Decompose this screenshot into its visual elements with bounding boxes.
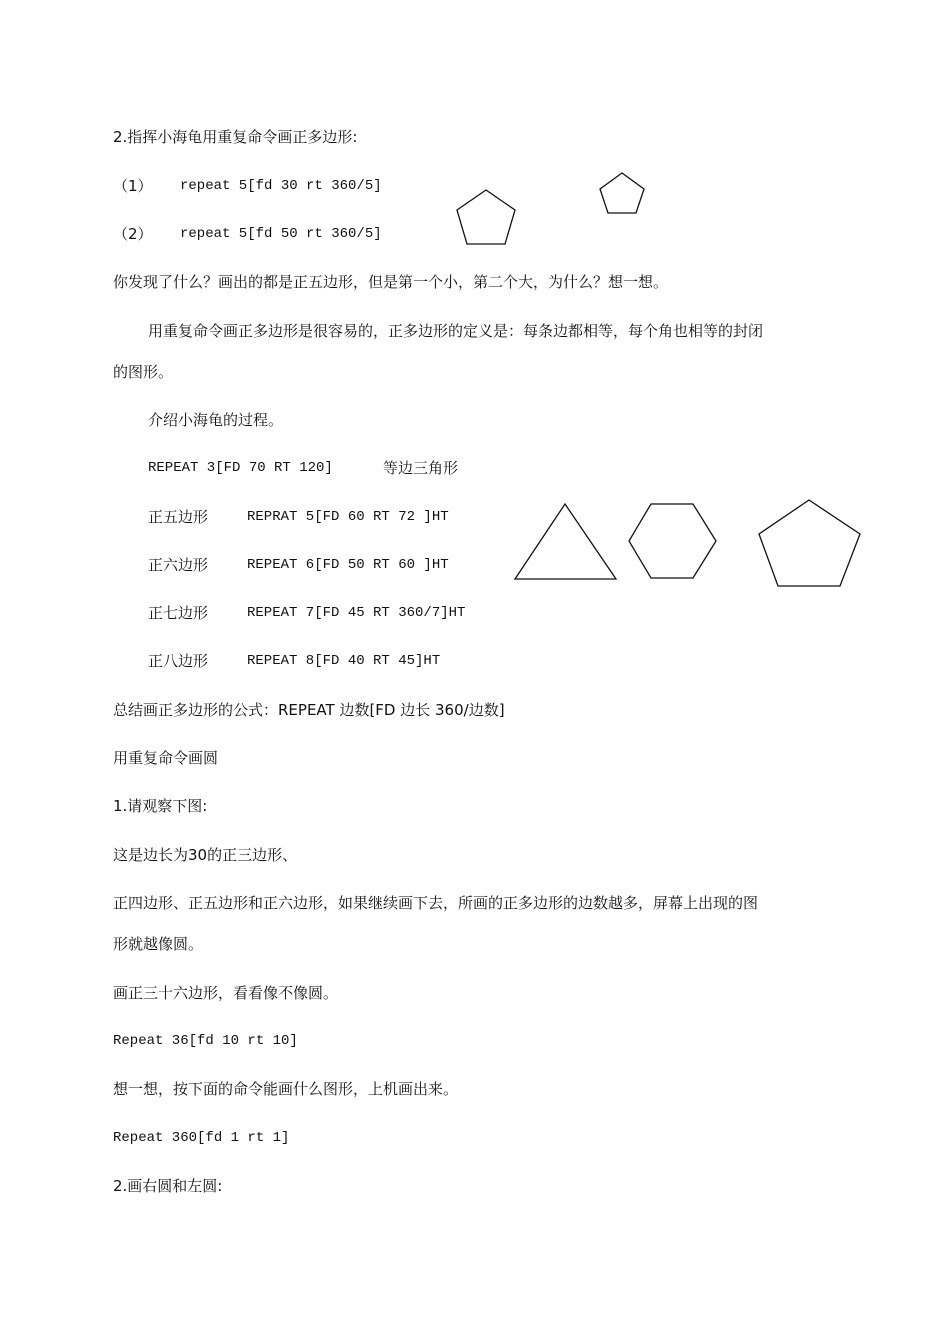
procedure-label: 正五边形	[148, 508, 209, 526]
try-36-gon: 画正三十六边形，看看像不像圆。	[113, 984, 339, 1002]
procedure-label: 正八边形	[148, 652, 209, 670]
pentagon-figure	[757, 498, 863, 590]
question-text: 你发现了什么？画出的都是正五边形，但是第一个小，第二个大，为什么？想一想。	[113, 273, 669, 291]
procedure-code: REPEAT 8[FD 40 RT 45]HT	[247, 653, 441, 669]
item2-label: （2）	[113, 225, 153, 243]
procedure-note: 等边三角形	[383, 459, 459, 477]
item1-code: repeat 5[fd 30 rt 360/5]	[180, 178, 382, 194]
summary-formula: 总结画正多边形的公式：REPEAT 边数[FD 边长 360/边数]	[113, 701, 505, 719]
observe-heading: 1.请观察下图:	[113, 797, 208, 815]
item1-label: （1）	[113, 177, 153, 195]
small-pentagon	[600, 173, 644, 213]
code-36-gon: Repeat 36[fd 10 rt 10]	[113, 1033, 298, 1049]
large-pentagon	[457, 190, 515, 244]
large-pentagon-figure	[455, 188, 519, 248]
definition-line-1: 用重复命令画正多边形是很容易的，正多边形的定义是：每条边都相等，每个角也相等的封闭	[148, 322, 764, 340]
pentagon	[759, 500, 860, 586]
procedure-code: REPEAT 6[FD 50 RT 60 ]HT	[247, 557, 449, 573]
hexagon	[629, 504, 716, 578]
triangle	[515, 504, 616, 579]
description-line-2: 正四边形、正五边形和正六边形，如果继续画下去，所画的正多边形的边数越多，屏幕上出现的图	[113, 894, 759, 912]
code-360-gon: Repeat 360[fd 1 rt 1]	[113, 1130, 290, 1146]
procedure-label: 正六边形	[148, 556, 209, 574]
intro-text: 介绍小海龟的过程。	[148, 411, 284, 429]
procedure-code: REPEAT 3[FD 70 RT 120]	[148, 460, 333, 476]
think-question: 想一想，按下面的命令能画什么图形，上机画出来。	[113, 1080, 459, 1098]
small-pentagon-figure	[599, 172, 647, 216]
description-line-1: 这是边长为30的正三边形、	[113, 846, 298, 864]
next-heading: 2.画右圆和左圆:	[113, 1177, 223, 1195]
procedure-label: 正七边形	[148, 604, 209, 622]
item2-code: repeat 5[fd 50 rt 360/5]	[180, 226, 382, 242]
circle-section-title: 用重复命令画圆	[113, 749, 219, 767]
hexagon-figure	[627, 502, 719, 582]
procedure-code: REPRAT 5[FD 60 RT 72 ]HT	[247, 509, 449, 525]
procedure-code: REPEAT 7[FD 45 RT 360/7]HT	[247, 605, 466, 621]
triangle-figure	[513, 502, 619, 582]
description-line-3: 形就越像圆。	[113, 935, 204, 953]
section-heading: 2.指挥小海龟用重复命令画正多边形:	[113, 128, 358, 146]
definition-line-2: 的图形。	[113, 363, 174, 381]
